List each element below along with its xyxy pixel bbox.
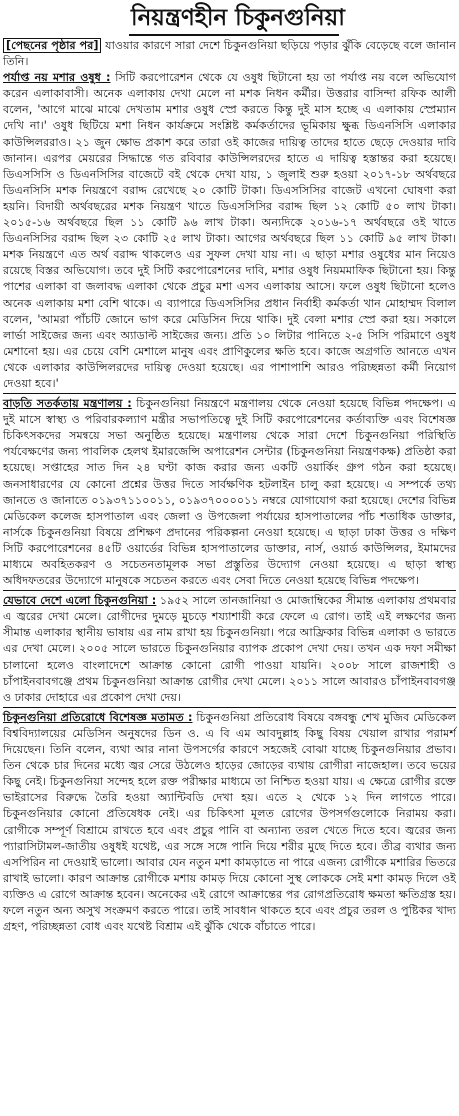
section-paragraph	[3, 593, 456, 706]
section-text: সিটি করপোরেশন থেকে যে ওষুধ ছিটানো হয় তা পর্যাপ্ত নয় বলে অভিযোগ করেন এলাকাবাসী। অনেক এলাকায় দেখা মেলে না মশক নিধন কর্মীর। উত্তরার বাসিন্দা রফিক আলী বলেন, 'আগে মাঝে মাঝে দেখতাম মশার ওষুধ স্প্রে করতে কিন্তু দুই মাস হচ্ছে এ এলাকায় স্প্রেম্যান দেখি না।' ওষুধ ছিটিয়ে মশা নিধন কার্যক্রমে সংশ্লিষ্ট কর্মকর্তাদের ভূমিকায় ক্ষুব্ধ ডিএনসিসি এলাকার কাউন্সিলররাও। ২১ জুন ক্ষোভ প্রকাশ করে তারা ওই কাজের দায়িত্ব তাদের হাতে ছেড়ে দেওয়ার দাবি জানান। এরপর মেয়রের সিদ্ধান্তে গত রবিবার কাউন্সিলরদের হাতে এ দায়িত্ব হস্তান্তর করা হয়েছে। ডিএসসিসি ও ডিএনসিসির বাজেটে বই থেকে দেখা যায়, ১ জুলাই শুরু হওয়া ২০১৭-১৮ অর্থবছরে ডিএনসিসি মশক নিয়ন্ত্রণে বরাদ্দ রেখেছে ২০ কোটি টাকা। ডিএসসিসির বাজেট এখনো ঘোষণা করা হয়নি। বিদায়ী অর্থবছরের মশক নিয়ন্ত্রণ খাতে ডিএসসিসির বরাদ্দ ছিল ১২ কোটি ৫০ লাখ টাকা। ২০১৫-১৬ অর্থবছরে ছিল ১১ কোটি ৯৬ লাখ টাকা। অন্যদিকে ২০১৬-১৭ অর্থবছরে ওই খাতে ডিএনসিসির বরাদ্দ ছিল ২৩ কোটি ২৫ লাখ টাকা। আগের অর্থবছরে ছিল ১১ কোটি ৯৫ লাখ টাকা। মশক নিয়ন্ত্রণে এত অর্থ বরাদ্দ থাকলেও এর সুফল দেখা যায় না। এ ছাড়া মশার ওষুধের মান নিয়েও রয়েছে বিস্তর অভিযোগ। তবে দুই সিটি করপোরেশনের দাবি, মশার ওষুধ নিয়মমাফিক ছিটানো হয়। কিন্তু পাশের এলাকা বা জলাবদ্ধ এলাকা থেকে প্রচুর মশা এসব এলাকায় আসে। ফলে ওষুধ ছিটানো হলেও অনেক এলাকায় মশা বেশি থাকে। এ ব্যাপারে ডিএসসিসির প্রধান নির্বাহী কর্মকর্তা খান মোহাম্মদ বিলাল বলেন, 'আমরা পাঁচটি জোনে ভাগ করে মেডিসিন দিয়ে থাকি। দুই বেলা মশার স্প্রে করা হয়। সকালে লার্ভা সাইজের জন্য এবং অ্যাডাল্ট সাইজের জন্য। প্রতি ১০ লিটার পানিতে ২-৫ সিসি পরিমাণে ওষুধ মেশানো হয়। এর চেয়ে বেশি মেশালে মানুষ এবং প্রাণিকুলের ক্ষতি হবে। কাজে অগ্রগতি আনতে এখন থেকে এলাকার কাউন্সিলরদের দায়িত্ব দেওয়া হয়েছে। এর পাশাপাশি আরও পরিচ্ছন্নতা কর্মী নিয়োগ দেওয়া হবে।'	[3, 71, 456, 390]
divider	[3, 393, 456, 394]
headline: নিয়ন্ত্রণহীন চিকুনগুনিয়া	[131, 5, 345, 31]
section-paragraph	[3, 710, 456, 935]
section-text: ১৯৫২ সালে তানজানিয়া ও মোজাম্বিকের সীমান্ত এলাকায় প্রথমবার এ জ্বরের দেখা মেলে। রোগীদের দুমড়ে মুচড়ে শয্যাশায়ী করে ফেলে এ রোগ। তাই এই লক্ষণের জন্য সীমান্ত এলাকার স্থানীয় ভাষায় এর নাম রাখা হয় চিকুনগুনিয়া। পরে আফ্রিকার বিভিন্ন এলাকা ও ভারতে এর দেখা মেলে। ২০০৫ সালে ভারতে চিকুনগুনিয়ার ব্যাপক প্রকোপ দেখা দেয়। তখন এক দফা সমীক্ষা চালানো হলেও বাংলাদেশে আক্রান্ত কোনো রোগী পাওয়া যায়নি। ২০০৮ সালে রাজশাহী ও চাঁপাইনবাবগঞ্জে প্রথম চিকুনগুনিয়া আক্রান্ত রোগীর দেখা মেলে। ২০১১ সালে আবারও চাঁপাইনবাবগঞ্জ ও ঢাকার দোহারে এর প্রকোপ দেখা দেয়।	[3, 594, 456, 704]
divider	[3, 707, 456, 708]
continued-label: [পেছনের পৃষ্ঠার পর]	[3, 38, 101, 53]
section-mosquito-medicine	[3, 70, 456, 392]
section-text: চিকুনগুনিয়া নিয়ন্ত্রণে মন্ত্রণালয় থেকে নেওয়া হয়েছে বিভিন্ন পদক্ষেপ। এ দুই মাসে স্বাস্থ্য ও পরিবারকল্যাণ মন্ত্রীর সভাপতিত্বে দুই সিটি করপোরেশনের কর্তাব্যক্তি এবং বিশেষজ্ঞ চিকিৎসকদের সমন্বয়ে সভা অনুষ্ঠিত হয়েছে। মন্ত্রণালয় থেকে সারা দেশে চিকুনগুনিয়া পরিস্থিতি পর্যবেক্ষণের জন্য পাবলিক হেলথ ইমারজেন্সি অপারেশন সেন্টার (চিকুনগুনিয়া নিয়ন্ত্রণকক্ষ) প্রতিষ্ঠা করা হয়েছে। সপ্তাহের সাত দিন ২৪ ঘণ্টা কাজ করার জন্য একটি ওয়ার্কিং গ্রুপ গঠন করা হয়েছে। জনসাধারণের যে কোনো প্রশ্নের উত্তর দিতে সার্বক্ষণিক হটলাইন চালু করা হয়েছে। এ সম্পর্কে তথ্য জানতে ও জানাতে ০১৯৩৭১১০০১১, ০১৯৩৭০০০০১১ নম্বরে যোগাযোগ করা হয়েছে। দেশের বিভিন্ন মেডিকেল কলেজ হাসপাতাল এবং জেলা ও উপজেলা পর্যায়ের হাসপাতালের পাঁচ শতাধিক ডাক্তার, নার্সকে চিকুনগুনিয়া বিষয়ে প্রশিক্ষণ প্রদানের পরিকল্পনা নেওয়া হয়েছে। এ ছাড়া ঢাকা উত্তর ও দক্ষিণ সিটি করপোরেশনের ৪৫টি ওয়ার্ডের বিভিন্ন হাসপাতালের ডাক্তার, নার্স, ওয়ার্ড কাউন্সিলর, ইমামদের মাধ্যমে অবহিতকরণ ও সচেতনতামূলক সভা প্রস্তুতির উদ্যোগ নেওয়া হয়েছে। এ ছাড়া স্বাস্থ্য অধিদফতরের উদ্যোগে মানুষকে সচেতন করতে এবং সেবা দিতে নেওয়া হয়েছে বিভিন্ন পদক্ষেপ।	[3, 397, 456, 588]
section-heading: পর্যাপ্ত নয় মশার ওষুধ :	[3, 71, 111, 85]
section-heading: চিকুনগুনিয়া প্রতিরোধে বিশেষজ্ঞ মতামত :	[3, 710, 193, 724]
section-history	[3, 593, 456, 706]
section-paragraph	[3, 396, 456, 589]
section-text: চিকুনগুনিয়া প্রতিরোধ বিষয়ে বঙ্গবন্ধু শেখ মুজিব মেডিকেল বিশ্ববিদ্যালয়ের মেডিসিন অনুষদের ডিন ও. এ বি এম আবদুল্লাহ কিছু বিষয় খেয়াল রাখার পরামর্শ দিয়েছেন। তিনি বলেন, ব্যথা আর নানা উপসর্গের কারণে সহজেই বোঝা যাচ্ছে চিকুনগুনিয়ার প্রভাব। তিন থেকে চার দিনের মধ্যে জ্বর সেরে উঠলেও হাড়ের জোড়ের ব্যথায় রোগীরা নাজেহাল। তবে ভয়ের কিছু নেই। চিকুনগুনিয়া সন্দেহ হলে রক্ত পরীক্ষার মাধ্যমে তা নিশ্চিত হওয়া যায়। এ ক্ষেত্রে রোগীর রক্তে ভাইরাসের বিরুদ্ধে তৈরি হওয়া অ্যান্টিবডি দেখা হয়। এতে ২ থেকে ১২ দিন লাগতে পারে। চিকুনগুনিয়ার কোনো প্রতিষেধক নেই। এর চিকিৎসা মূলত রোগের উপসর্গগুলোকে নিরাময় করা। রোগীকে সম্পূর্ণ বিশ্রামে রাখতে হবে এবং প্রচুর পানি বা অন্যান্য তরল খেতে দিতে হবে। জ্বরের জন্য প্যারাসিটামল-জাতীয় ওষুধই যথেষ্ট, এর সঙ্গে সঙ্গে পানি দিয়ে শরীর মুছে দিতে হবে। তীব্র ব্যথার জন্য এসপিরিন না দেওয়াই ভালো। আবার যেন নতুন মশা কামড়াতে না পারে এজন্য রোগীকে মশারির ভিতরে রাখাই ভালো। কারণ আক্রান্ত রোগীকে মশায় কামড় দিয়ে কোনো সুস্থ লোককে সেই মশা কামড় দিলে ওই ব্যক্তিও এ রোগে আক্রান্ত হবেন। অনেকের এই রোগে আক্রান্তের পর রোগপ্রতিরোধ ক্ষমতা ক্ষতিগ্রস্ত হয়। ফলে নতুন অন্য অসুখ সংক্রমণ করতে পারে। তাই সাবধান থাকতে হবে এবং প্রচুর তরল ও পুষ্টিকর খাদ্য গ্রহণ, পরিচ্ছন্নতা বোধ এবং যথেষ্ট বিশ্রাম এই ঝুঁকি থেকে বাঁচাতে পারে।	[3, 710, 456, 934]
intro-paragraph	[3, 38, 456, 70]
section-paragraph	[3, 70, 456, 392]
section-heading: বাড়তি সতর্কতায় মন্ত্রণালয় :	[3, 397, 132, 411]
divider	[3, 590, 456, 591]
section-heading: যেভাবে দেশে এলো চিকুনগুনিয়া :	[3, 594, 157, 608]
intro-text: যাওয়ার কারণে সারা দেশে চিকুনগুনিয়া ছড়িয়ে পড়ার ঝুঁকি বেড়েছে বলে জানান তিনি।	[3, 39, 456, 69]
headline-area	[3, 0, 456, 38]
section-ministry-caution	[3, 396, 456, 589]
headline-underline	[129, 34, 339, 36]
section-expert-opinion	[3, 710, 456, 935]
